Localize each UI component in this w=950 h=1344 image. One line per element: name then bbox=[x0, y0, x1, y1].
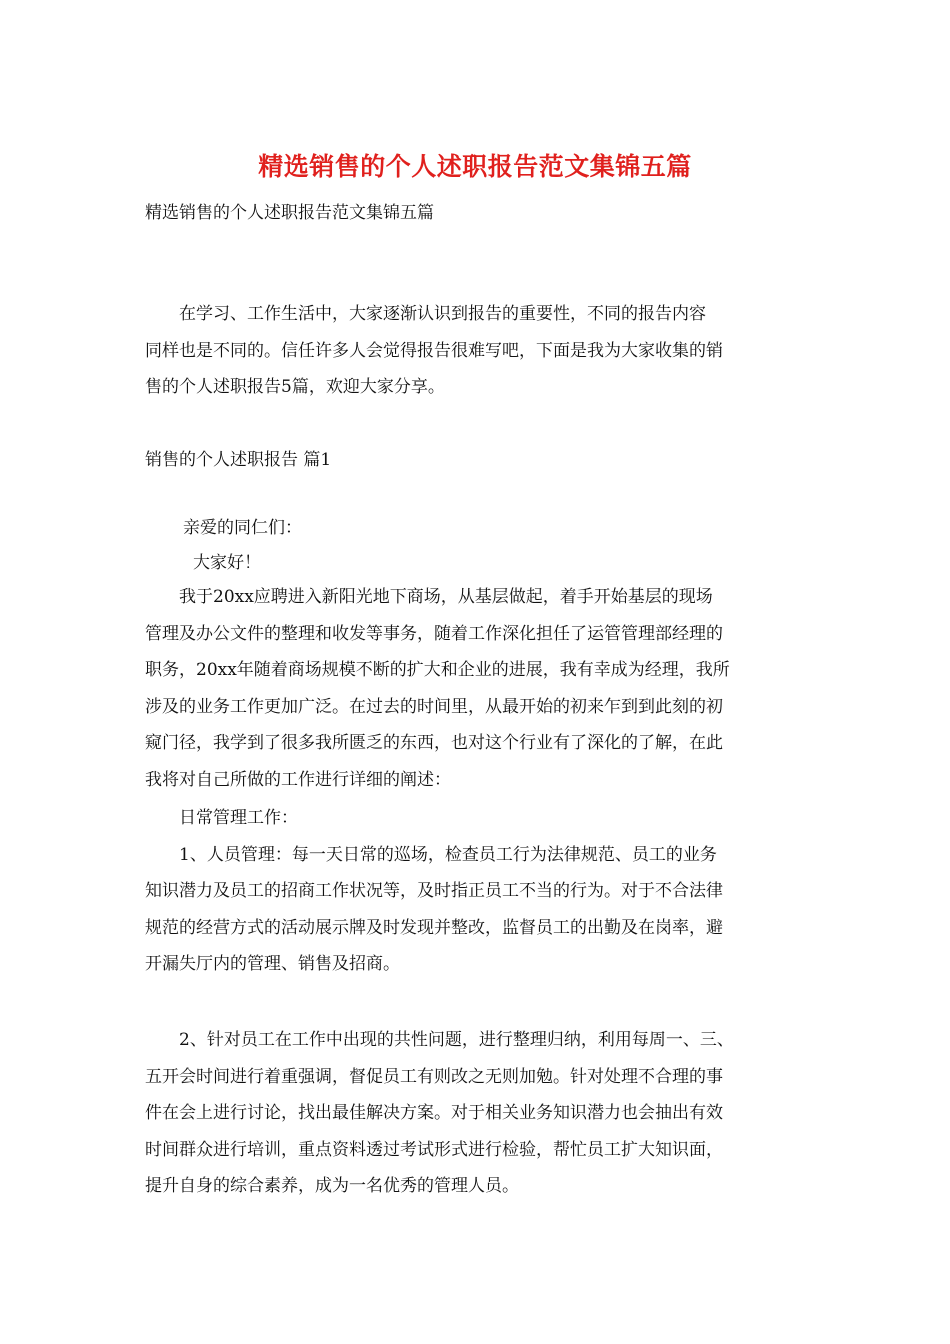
section-heading: 销售的个人述职报告 篇1 bbox=[145, 450, 332, 470]
salutation: 大家好！ bbox=[193, 553, 261, 573]
greeting: 亲爱的同仁们： bbox=[183, 518, 302, 538]
intro-paragraph bbox=[145, 296, 805, 406]
intro-line: 售的个人述职报告5篇，欢迎大家分享。 bbox=[145, 377, 445, 397]
body-line: 时间群众进行培训，重点资料透过考试形式进行检验，帮忙员工扩大知识面， bbox=[145, 1139, 723, 1160]
body-line: 管理及办公文件的整理和收发等事务，随着工作深化担任了运管管理部经理的 bbox=[145, 623, 723, 644]
body-line: 日常管理工作： bbox=[145, 808, 298, 828]
body-line: 提升自身的综合素养，成为一名优秀的管理人员。 bbox=[145, 1176, 519, 1196]
body-line: 件在会上进行讨论，找出最佳解决方案。对于相关业务知识潜力也会抽出有效 bbox=[145, 1103, 723, 1123]
body-paragraph bbox=[145, 579, 805, 798]
body-line: 开漏失厅内的管理、销售及招商。 bbox=[145, 954, 400, 974]
body-line: 涉及的业务工作更加广泛。在过去的时间里，从最开始的初来乍到到此刻的初 bbox=[145, 696, 723, 717]
intro-line: 在学习、工作生活中，大家逐渐认识到报告的重要性，不同的报告内容 bbox=[145, 304, 706, 324]
body-line: 五开会时间进行着重强调，督促员工有则改之无则加勉。针对处理不合理的事 bbox=[145, 1066, 723, 1087]
body-line: 窥门径，我学到了很多我所匮乏的东西，也对这个行业有了深化的了解，在此 bbox=[145, 733, 723, 753]
intro-line: 同样也是不同的。信任许多人会觉得报告很难写吧，下面是我为大家收集的销 bbox=[145, 340, 723, 361]
body-line: 我将对自己所做的工作进行详细的阐述： bbox=[145, 769, 451, 790]
second-item-paragraph bbox=[145, 1022, 805, 1205]
body-line: 我于20xx应聘进入新阳光地下商场，从基层做起，着手开始基层的现场 bbox=[145, 587, 713, 607]
management-paragraph bbox=[145, 800, 805, 983]
body-line: 1、人员管理：每一天日常的巡场，检查员工行为法律规范、员工的业务 bbox=[145, 844, 717, 865]
document-subtitle: 精选销售的个人述职报告范文集锦五篇 bbox=[145, 203, 434, 223]
document-title: 精选销售的个人述职报告范文集锦五篇 bbox=[258, 152, 692, 181]
body-line: 2、针对员工在工作中出现的共性问题，进行整理归纳，利用每周一、三、 bbox=[145, 1030, 734, 1050]
body-line: 知识潜力及员工的招商工作状况等，及时指正员工不当的行为。对于不合法律 bbox=[145, 881, 723, 901]
body-line: 职务，20xx年随着商场规模不断的扩大和企业的进展，我有幸成为经理，我所 bbox=[145, 660, 730, 680]
body-line: 规范的经营方式的活动展示牌及时发现并整改，监督员工的出勤及在岗率，避 bbox=[145, 917, 723, 938]
